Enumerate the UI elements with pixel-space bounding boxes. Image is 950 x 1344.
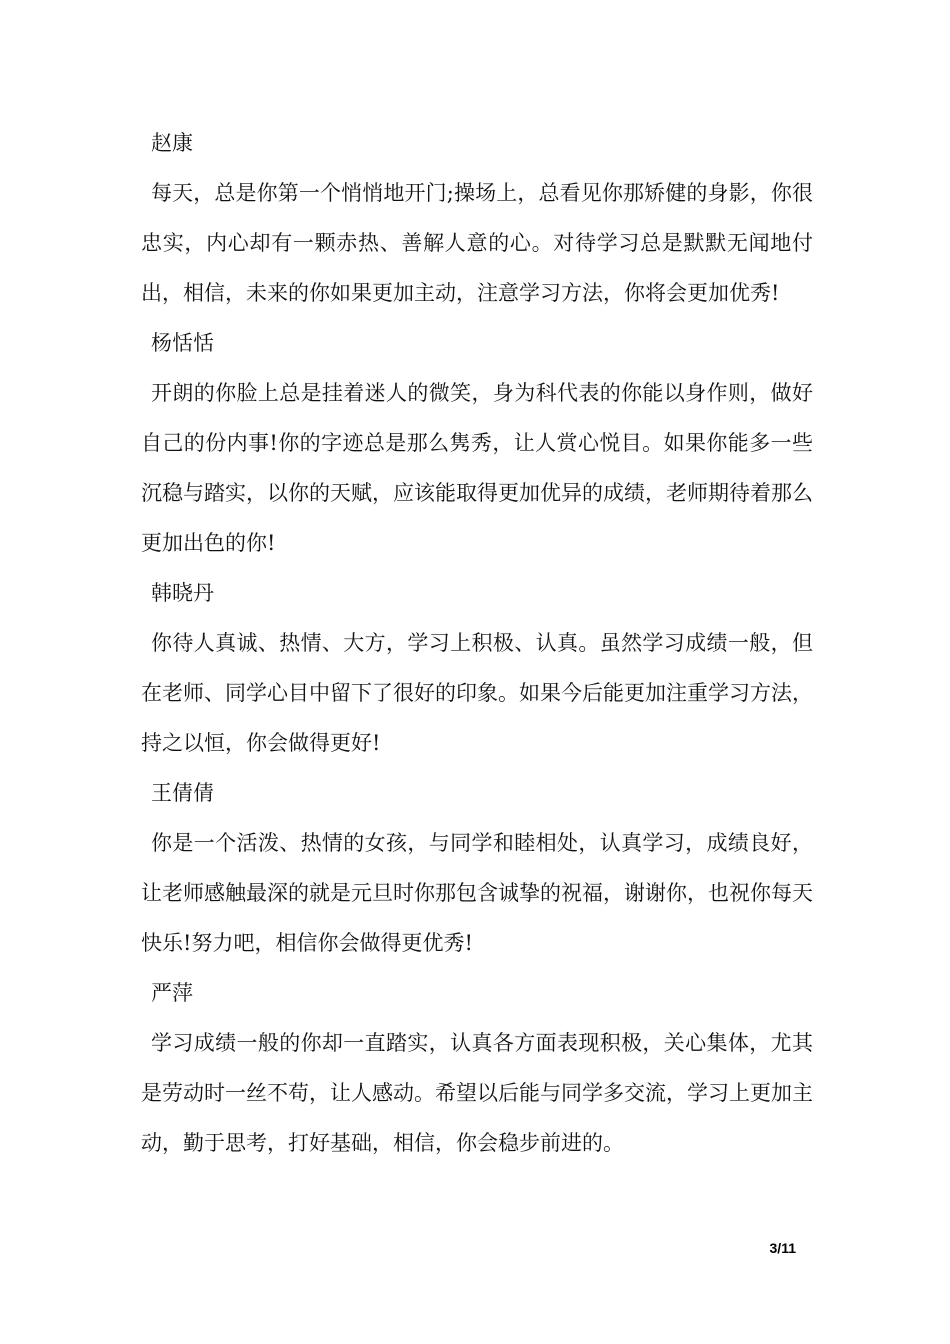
student-name: 杨恬恬 bbox=[151, 331, 214, 355]
student-name: 韩晓丹 bbox=[151, 581, 214, 605]
comment-entry bbox=[141, 568, 813, 768]
comment-text: 每天，总是你第一个悄悄地开门;操场上，总看见你那矫健的身影，你很忠实，内心却有一颗赤热、善解人意的心。对待学习总是默默无闻地付出，相信，未来的你如果更加主动，注意学习方法，你将会更加优秀! bbox=[141, 181, 813, 305]
comment-text: 你待人真诚、热情、大方，学习上积极、认真。虽然学习成绩一般，但在老师、同学心目中留下了很好的印象。如果今后能更加注重学习方法，持之以恒，你会做得更好! bbox=[141, 631, 813, 755]
student-name: 严萍 bbox=[151, 981, 193, 1005]
comment-entry bbox=[141, 968, 813, 1168]
comment-entry bbox=[141, 768, 813, 968]
student-name: 王倩倩 bbox=[151, 781, 214, 805]
comment-text: 你是一个活泼、热情的女孩，与同学和睦相处，认真学习，成绩良好，让老师感触最深的就是元旦时你那包含诚挚的祝福，谢谢你，也祝你每天快乐!努力吧，相信你会做得更优秀! bbox=[141, 831, 813, 955]
comment-entry bbox=[141, 318, 813, 568]
comment-entry bbox=[141, 118, 813, 318]
student-name: 赵康 bbox=[151, 131, 193, 155]
page-number: 3/11 bbox=[769, 1240, 796, 1256]
comment-text: 开朗的你脸上总是挂着迷人的微笑，身为科代表的你能以身作则，做好自己的份内事!你的字迹总是那么隽秀，让人赏心悦目。如果你能多一些沉稳与踏实，以你的天赋，应该能取得更加优异的成绩，老师期待着那么更加出色的你! bbox=[141, 381, 813, 555]
comment-text: 学习成绩一般的你却一直踏实，认真各方面表现积极，关心集体，尤其是劳动时一丝不苟，让人感动。希望以后能与同学多交流，学习上更加主动，勤于思考，打好基础，相信，你会稳步前进的。 bbox=[141, 1031, 813, 1155]
comments-list bbox=[141, 118, 813, 1168]
